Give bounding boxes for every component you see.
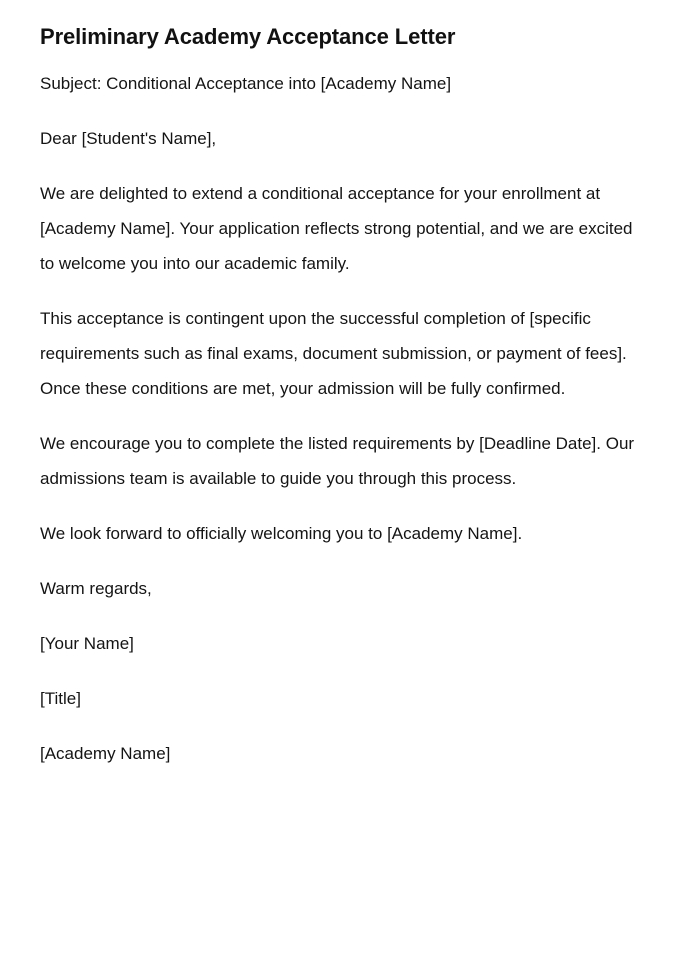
signature-name: [Your Name] xyxy=(40,634,134,653)
subject-line: Subject: Conditional Acceptance into [Academy Name] xyxy=(40,74,452,93)
body-paragraph-4: We look forward to officially welcoming you to [Academy Name]. xyxy=(40,524,523,543)
body-paragraph-1: We are delighted to extend a conditional acceptance for your enrollment at [Academy Name]. Your application reflects strong potential, and we are excited to welcome you into our academic family. xyxy=(40,184,633,273)
body-paragraph-2: This acceptance is contingent upon the successful completion of [specific requirements such as final exams, document submission, or payment of fees]. Once these conditions are met, your admission will be fully confirmed. xyxy=(40,309,627,398)
signature-organization: [Academy Name] xyxy=(40,744,171,763)
body-paragraph-3: We encourage you to complete the listed requirements by [Deadline Date]. Our admissions team is available to guide you through this process. xyxy=(40,434,635,488)
page-title: Preliminary Academy Acceptance Letter xyxy=(40,24,456,49)
closing-line: Warm regards, xyxy=(40,579,152,598)
letter-body xyxy=(40,66,640,771)
signature-title: [Title] xyxy=(40,689,81,708)
salutation: Dear [Student's Name], xyxy=(40,129,217,148)
